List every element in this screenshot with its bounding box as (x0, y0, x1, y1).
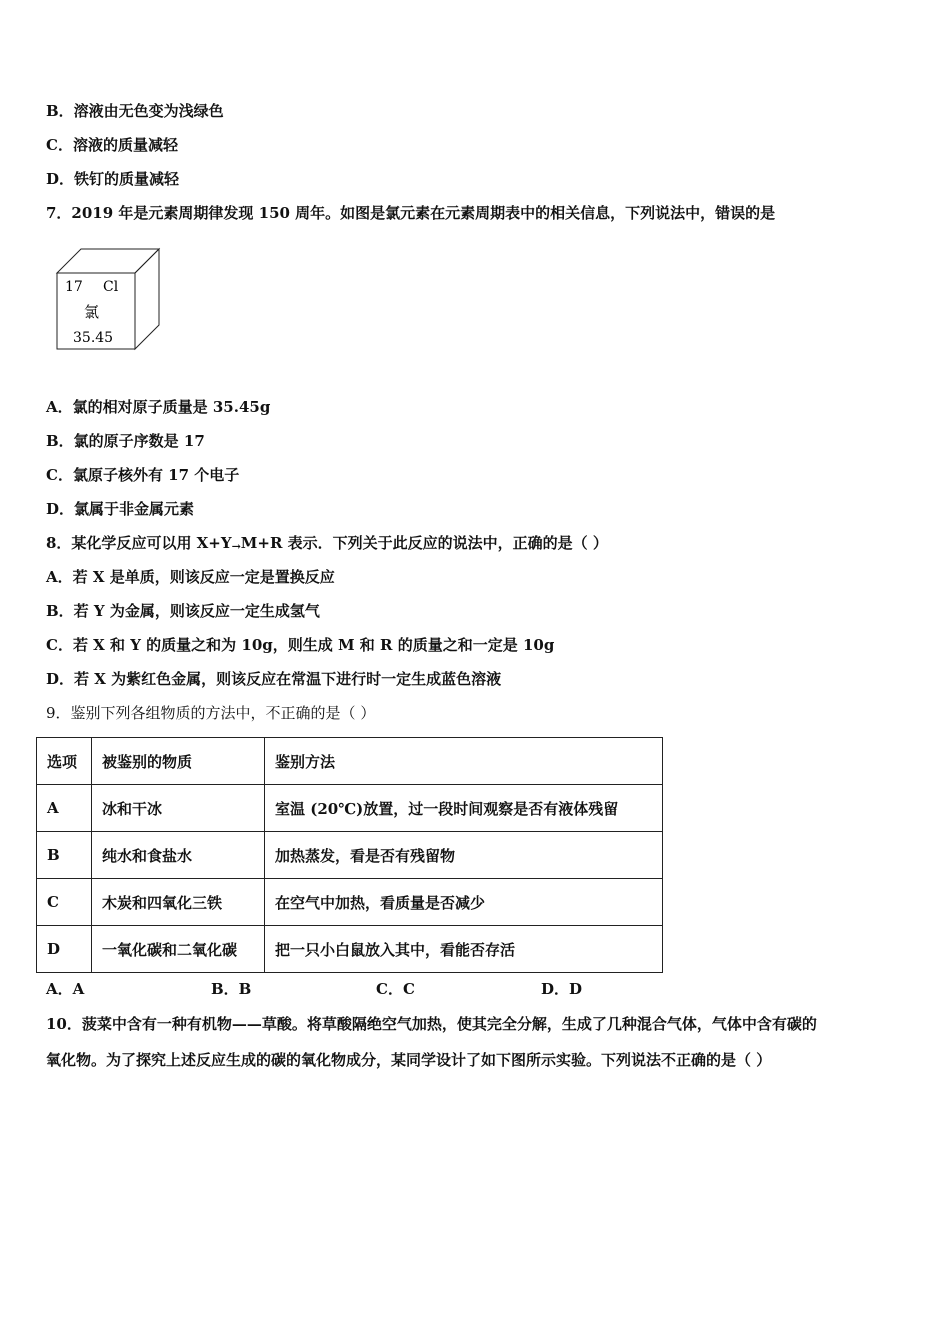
table-row (37, 879, 663, 926)
cell-method: 把一只小白鼠放入其中，看能否存活 (265, 926, 663, 973)
table-row (37, 832, 663, 879)
q6-option-d: D．铁钉的质量减轻 (46, 170, 180, 188)
element-number: 17 (65, 279, 83, 295)
q8-option-c: C．若 X 和 Y 的质量之和为 10g，则生成 M 和 R 的质量之和一定是 10g (46, 636, 555, 654)
q8-option-b: B．若 Y 为金属，则该反应一定生成氢气 (46, 602, 320, 620)
q9-choice-c: C．C (376, 980, 415, 998)
element-mass: 35.45 (73, 330, 114, 346)
q9-stem: 9．鉴别下列各组物质的方法中，不正确的是（ ） (46, 704, 376, 722)
q6-option-b: B．溶液由无色变为浅绿色 (46, 102, 224, 120)
element-symbol: Cl (103, 279, 119, 295)
cell-option: C (37, 879, 92, 926)
element-name: 氯 (84, 303, 100, 321)
q9-choice-d: D．D (541, 980, 583, 998)
q7-option-b: B．氯的原子序数是 17 (46, 432, 205, 450)
header-substance: 被鉴别的物质 (92, 738, 265, 785)
reaction-arrow: → (231, 540, 241, 553)
q8-option-d: D．若 X 为紫红色金属，则该反应在常温下进行时一定生成蓝色溶液 (46, 670, 502, 688)
cell-substance: 木炭和四氧化三铁 (92, 879, 265, 926)
q9-choice-a: A．A (46, 980, 85, 998)
q7-option-c: C．氯原子核外有 17 个电子 (46, 466, 240, 484)
q8-stem: 8．某化学反应可以用 X+Y→M+R 表示．下列关于此反应的说法中，正确的是（ ） (46, 534, 608, 553)
cell-option: B (37, 832, 92, 879)
cell-method: 加热蒸发，看是否有残留物 (265, 832, 663, 879)
cell-substance: 纯水和食盐水 (92, 832, 265, 879)
table-row (37, 926, 663, 973)
q9-choices (46, 978, 706, 999)
cell-option: A (37, 785, 92, 832)
cell-option: D (37, 926, 92, 973)
q9-choice-b: B．B (211, 980, 252, 998)
cell-method: 在空气中加热，看质量是否减少 (265, 879, 663, 926)
q10-line-1: 10．菠菜中含有一种有机物——草酸。将草酸隔绝空气加热，使其完全分解，生成了几种混合气体，气体中含有碳的 (46, 1015, 817, 1033)
table-row (37, 785, 663, 832)
q10-stem (46, 1006, 906, 1078)
cell-substance: 一氧化碳和二氧化碳 (92, 926, 265, 973)
q8-option-a: A．若 X 是单质，则该反应一定是置换反应 (46, 568, 335, 586)
cell-method: 室温 (20℃)放置，过一段时间观察是否有液体残留 (265, 785, 663, 832)
q7-option-a: A．氯的相对原子质量是 35.45g (46, 398, 271, 416)
q6-option-c: C．溶液的质量减轻 (46, 136, 178, 154)
element-cell-figure (55, 247, 163, 351)
q9-table (36, 737, 663, 973)
table-header-row (37, 738, 663, 785)
q7-option-d: D．氯属于非金属元素 (46, 500, 195, 518)
header-option: 选项 (37, 738, 92, 785)
q7-stem: 7．2019 年是元素周期律发现 150 周年。如图是氯元素在元素周期表中的相关信息，下列说法中，错误的是 (46, 204, 776, 222)
header-method: 鉴别方法 (265, 738, 663, 785)
cell-substance: 冰和干冰 (92, 785, 265, 832)
q10-line-2: 氧化物。为了探究上述反应生成的碳的氧化物成分，某同学设计了如下图所示实验。下列说法不正确的是（ ） (46, 1051, 772, 1069)
